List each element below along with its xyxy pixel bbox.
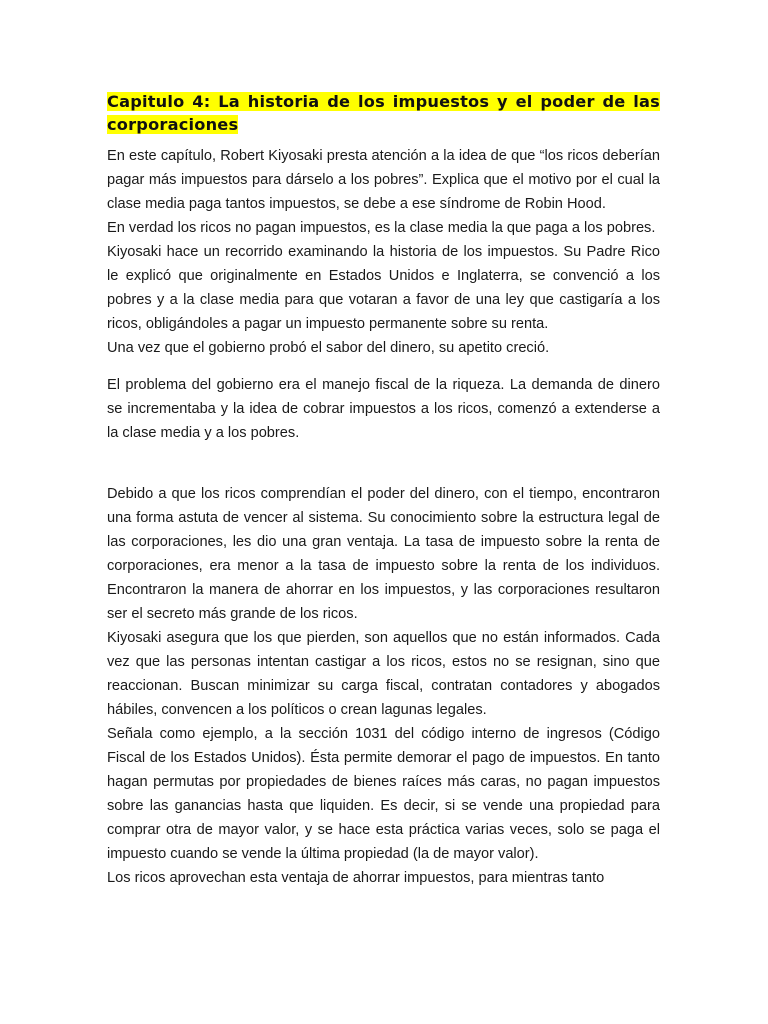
paragraph-advantage: Los ricos aprovechan esta ventaja de ahorrar impuestos, para mientras tanto (107, 870, 605, 886)
paragraph-intro: En este capítulo, Robert Kiyosaki presta atención a la idea de que “los ricos deberían pagar más impuestos para dárselo a los pobres”. Explica que el motivo por el cual la clase media paga tantos impuestos, se debe a ese síndrome de Robin Hood. (107, 148, 660, 212)
paragraph-fiscal-problem: El problema del gobierno era el manejo fiscal de la riqueza. La demanda de dinero se incrementaba y la idea de cobrar impuestos a los ricos, comenzó a extenderse a la clase media y a los pobres. (107, 377, 660, 441)
paragraph-appetite: Una vez que el gobierno probó el sabor del dinero, su apetito creció. (107, 340, 550, 356)
paragraph-section-1031: Señala como ejemplo, a la sección 1031 del código interno de ingresos (Código Fiscal de los Estados Unidos). Ésta permite demorar el pago de impuestos. En tanto hagan permutas por propiedades de bienes raíces más caras, no pagan impuestos sobre las ganancias hasta que liquiden. Es decir, si se vende una propiedad para comprar otra de mayor valor, y se hace esta práctica varias veces, solo se paga el impuesto cuando se vende la última propiedad (la de mayor valor). (107, 726, 660, 862)
chapter-title-highlight: Capitulo 4: La historia de los impuestos y el poder de las corporaciones (107, 92, 660, 134)
paragraph-truth: En verdad los ricos no pagan impuestos, es la clase media la que paga a los pobres. (107, 220, 656, 236)
paragraph-corporations: Debido a que los ricos comprendían el poder del dinero, con el tiempo, encontraron una forma astuta de vencer al sistema. Su conocimiento sobre la estructura legal de las corporaciones, les dio una gran ventaja. La tasa de impuesto sobre la renta de corporaciones, era menor a la tasa de impuesto sobre la renta de los individuos. Encontraron la manera de ahorrar en los impuestos, y las corporaciones resultaron ser el secreto más grande de los ricos. (107, 486, 660, 622)
chapter-title (107, 90, 660, 136)
paragraph-uninformed: Kiyosaki asegura que los que pierden, son aquellos que no están informados. Cada vez que las personas intentan castigar a los ricos, estos no se resignan, sino que reaccionan. Buscan minimizar su carga fiscal, contratan contadores y abogados hábiles, convencen a los políticos o crean lagunas legales. (107, 630, 660, 718)
document-body (107, 90, 660, 890)
paragraph-history: Kiyosaki hace un recorrido examinando la historia de los impuestos. Su Padre Rico le explicó que originalmente en Estados Unidos e Inglaterra, se convenció a los pobres y a la clase media para que votaran a favor de una ley que castigaría a los ricos, obligándoles a pagar un impuesto permanente sobre su renta. (107, 244, 660, 332)
